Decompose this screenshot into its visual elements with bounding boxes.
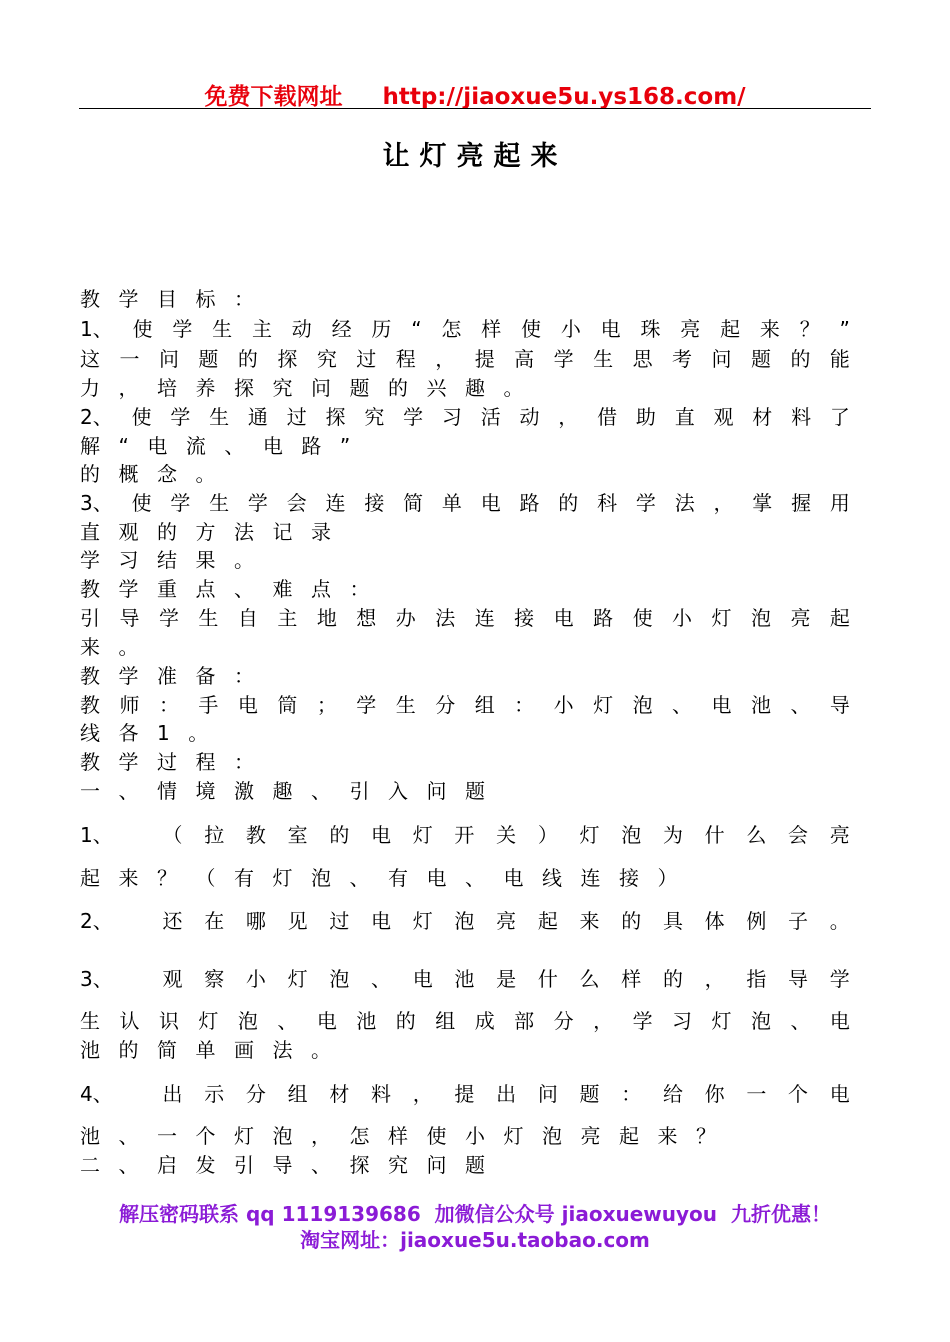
glyph: 4、 xyxy=(80,1082,113,1106)
glyph: 导 xyxy=(788,967,809,991)
glyph: 。 xyxy=(829,909,850,933)
glyph: 一 xyxy=(746,1082,767,1106)
glyph: 泡 xyxy=(621,823,642,847)
glyph: 科 xyxy=(597,491,618,515)
text-line: 教学准备： xyxy=(80,664,273,688)
download-header xyxy=(0,78,950,111)
glyph: （ xyxy=(162,823,183,847)
glyph: 亮 xyxy=(790,606,811,630)
glyph: 出 xyxy=(162,1082,183,1106)
glyph: 的 xyxy=(395,1009,416,1033)
glyph: 的 xyxy=(329,823,350,847)
glyph: 电 xyxy=(371,823,392,847)
glyph: 见 xyxy=(287,909,308,933)
glyph: 办 xyxy=(395,606,416,630)
glyph: 灯 xyxy=(198,1009,219,1033)
glyph: 小 xyxy=(560,317,581,341)
glyph: 小 xyxy=(553,693,574,717)
glyph: 学 xyxy=(632,1009,653,1033)
glyph: 、 xyxy=(790,1009,811,1033)
glyph: 会 xyxy=(286,491,307,515)
glyph: 经 xyxy=(331,317,352,341)
glyph: 法 xyxy=(435,606,456,630)
glyph: 习 xyxy=(672,1009,693,1033)
glyph: 手 xyxy=(198,693,219,717)
header-divider xyxy=(79,108,871,109)
glyph: 过 xyxy=(329,909,350,933)
glyph: 助 xyxy=(635,405,656,429)
glyph: 组 xyxy=(474,693,495,717)
glyph: 探 xyxy=(277,347,298,371)
text-line xyxy=(80,691,850,719)
glyph: 组 xyxy=(435,1009,456,1033)
glyph: 是 xyxy=(496,967,517,991)
glyph: 子 xyxy=(788,909,809,933)
glyph: 导 xyxy=(119,606,140,630)
glyph: 学 xyxy=(172,317,193,341)
glyph: 使 xyxy=(132,317,153,341)
text-line xyxy=(80,821,850,849)
footer-contact: 解压密码联系 qq 1119139686 加微信公众号 jiaoxuewuyou 九折优惠！ xyxy=(119,1202,831,1226)
glyph: 使 xyxy=(521,317,542,341)
glyph: 学 xyxy=(356,693,377,717)
glyph: 考 xyxy=(672,347,693,371)
glyph: 究 xyxy=(316,347,337,371)
glyph: 筒 xyxy=(277,693,298,717)
glyph: 程 xyxy=(395,347,416,371)
glyph: 来 xyxy=(579,909,600,933)
glyph: 握 xyxy=(791,491,812,515)
text-line: 二、启发引导、探究问题 xyxy=(80,1153,504,1177)
glyph: 泡 xyxy=(750,1009,771,1033)
glyph: 借 xyxy=(597,405,618,429)
glyph: ： xyxy=(158,693,179,717)
glyph: 1、 xyxy=(80,317,113,341)
glyph: 通 xyxy=(247,405,268,429)
glyph: 室 xyxy=(287,823,308,847)
glyph: 起 xyxy=(537,909,558,933)
glyph: 活 xyxy=(480,405,501,429)
glyph: 掌 xyxy=(752,491,773,515)
glyph: 题 xyxy=(750,347,771,371)
text-line: 教学重点、难点： xyxy=(80,577,388,601)
glyph: 使 xyxy=(131,491,152,515)
glyph: 电 xyxy=(237,693,258,717)
glyph: 示 xyxy=(204,1082,225,1106)
glyph: 、 xyxy=(790,693,811,717)
glyph: 灯 xyxy=(579,823,600,847)
glyph: 小 xyxy=(245,967,266,991)
glyph: 材 xyxy=(329,1082,350,1106)
glyph: 什 xyxy=(704,823,725,847)
glyph: 题 xyxy=(579,1082,600,1106)
glyph: 、 xyxy=(672,693,693,717)
glyph: 察 xyxy=(204,967,225,991)
glyph: 样 xyxy=(621,967,642,991)
text-line: 起来？（有灯泡、有电、电线连接） xyxy=(80,866,696,890)
glyph: 生 xyxy=(212,317,233,341)
glyph: 生 xyxy=(209,491,230,515)
glyph: 想 xyxy=(356,606,377,630)
text-line: 学习结果。 xyxy=(80,548,273,572)
glyph: 习 xyxy=(441,405,462,429)
glyph: 的 xyxy=(790,347,811,371)
text-line xyxy=(80,345,850,373)
glyph: 起 xyxy=(829,606,850,630)
glyph: 究 xyxy=(364,405,385,429)
glyph: 电 xyxy=(600,317,621,341)
glyph: 师 xyxy=(119,693,140,717)
glyph: 在 xyxy=(204,909,225,933)
glyph: 池 xyxy=(454,967,475,991)
glyph: 地 xyxy=(316,606,337,630)
glyph: 导 xyxy=(829,693,850,717)
glyph: “ xyxy=(411,317,422,341)
glyph: 具 xyxy=(662,909,683,933)
glyph: 生 xyxy=(395,693,416,717)
glyph: ： xyxy=(621,1082,642,1106)
text-line: 教学目标： xyxy=(80,287,273,311)
glyph: 问 xyxy=(711,347,732,371)
glyph: 体 xyxy=(704,909,725,933)
glyph: 亮 xyxy=(496,909,517,933)
glyph: 灯 xyxy=(711,606,732,630)
glyph: 单 xyxy=(441,491,462,515)
glyph: 认 xyxy=(119,1009,140,1033)
glyph: 1、 xyxy=(80,823,113,847)
glyph: 来 xyxy=(759,317,780,341)
glyph: 怎 xyxy=(441,317,462,341)
glyph: 连 xyxy=(474,606,495,630)
glyph: 亮 xyxy=(829,823,850,847)
glyph: 电 xyxy=(553,606,574,630)
glyph: 泡 xyxy=(454,909,475,933)
text-line xyxy=(80,489,850,517)
glyph: 分 xyxy=(435,693,456,717)
glyph: 学 xyxy=(553,347,574,371)
glyph: ？ xyxy=(799,317,820,341)
glyph: 电 xyxy=(316,1009,337,1033)
glyph: 分 xyxy=(245,1082,266,1106)
glyph: 能 xyxy=(829,347,850,371)
glyph: 成 xyxy=(474,1009,495,1033)
text-line xyxy=(80,907,850,935)
text-line: 池的简单画法。 xyxy=(80,1038,350,1062)
text-line: 的概念。 xyxy=(80,462,234,486)
glyph: 教 xyxy=(80,693,100,717)
glyph: 关 xyxy=(496,823,517,847)
text-line: 解“电流、电路” xyxy=(80,434,369,458)
glyph: 2、 xyxy=(80,909,113,933)
glyph: 法 xyxy=(674,491,695,515)
document-title: 让灯亮起来 xyxy=(382,141,568,172)
glyph: 哪 xyxy=(245,909,266,933)
text-line: 池、一个灯泡，怎样使小灯泡亮起来？ xyxy=(80,1124,735,1148)
glyph: 学 xyxy=(635,491,656,515)
glyph xyxy=(134,965,140,993)
glyph: 、 xyxy=(277,1009,298,1033)
glyph: 接 xyxy=(514,606,535,630)
text-line: 线各1。 xyxy=(80,721,227,745)
glyph: 拉 xyxy=(204,823,225,847)
glyph: 引 xyxy=(80,606,100,630)
glyph: 路 xyxy=(593,606,614,630)
glyph: 池 xyxy=(356,1009,377,1033)
glyph: ， xyxy=(435,347,456,371)
glyph: 电 xyxy=(371,909,392,933)
glyph: 学 xyxy=(170,405,191,429)
glyph: 识 xyxy=(158,1009,179,1033)
glyph: 电 xyxy=(412,967,433,991)
glyph: 了 xyxy=(829,405,850,429)
glyph: 使 xyxy=(632,606,653,630)
glyph: 灯 xyxy=(593,693,614,717)
glyph: 指 xyxy=(746,967,767,991)
glyph: 问 xyxy=(158,347,179,371)
glyph: 么 xyxy=(579,967,600,991)
glyph: 连 xyxy=(325,491,346,515)
glyph: 题 xyxy=(198,347,219,371)
glyph: 组 xyxy=(287,1082,308,1106)
text-line: 来。 xyxy=(80,635,157,659)
glyph: ， xyxy=(704,967,725,991)
glyph: ； xyxy=(316,693,337,717)
glyph: 起 xyxy=(720,317,741,341)
glyph: 会 xyxy=(788,823,809,847)
text-line xyxy=(80,403,850,431)
glyph xyxy=(134,1080,140,1108)
glyph: ： xyxy=(514,693,535,717)
glyph: 教 xyxy=(245,823,266,847)
glyph: 灯 xyxy=(711,1009,732,1033)
glyph: 开 xyxy=(454,823,475,847)
glyph: 使 xyxy=(131,405,152,429)
glyph: 生 xyxy=(80,1009,100,1033)
glyph: 料 xyxy=(371,1082,392,1106)
glyph: 珠 xyxy=(640,317,661,341)
glyph: ， xyxy=(412,1082,433,1106)
footer-taobao-link[interactable]: 淘宝网址：jiaoxue5u.taobao.com xyxy=(300,1228,650,1252)
header-url-link[interactable]: http://jiaoxue5u.ys168.com/ xyxy=(382,84,746,110)
glyph: 泡 xyxy=(632,693,653,717)
glyph: 简 xyxy=(403,491,424,515)
glyph: 高 xyxy=(514,347,535,371)
text-line xyxy=(80,965,850,993)
glyph: ， xyxy=(713,491,734,515)
glyph: 个 xyxy=(788,1082,809,1106)
glyph: 生 xyxy=(593,347,614,371)
glyph: 电 xyxy=(711,693,732,717)
glyph: 这 xyxy=(80,347,100,371)
glyph: 分 xyxy=(553,1009,574,1033)
glyph: 部 xyxy=(514,1009,535,1033)
header-label: 免费下载网址 xyxy=(204,84,343,110)
glyph xyxy=(134,821,140,849)
glyph: 观 xyxy=(713,405,734,429)
glyph: ， xyxy=(593,1009,614,1033)
glyph: 材 xyxy=(752,405,773,429)
glyph: 3、 xyxy=(80,967,113,991)
glyph: 的 xyxy=(621,909,642,933)
text-line xyxy=(80,604,850,632)
glyph: 动 xyxy=(291,317,312,341)
text-line xyxy=(80,1007,850,1035)
glyph: ） xyxy=(537,823,558,847)
glyph: 3、 xyxy=(80,491,113,515)
glyph: 学 xyxy=(247,491,268,515)
glyph: 泡 xyxy=(750,606,771,630)
glyph: 什 xyxy=(537,967,558,991)
glyph: ” xyxy=(839,317,850,341)
glyph: 电 xyxy=(829,1009,850,1033)
glyph: 、 xyxy=(371,967,392,991)
glyph: 为 xyxy=(662,823,683,847)
glyph: 你 xyxy=(704,1082,725,1106)
glyph: 学 xyxy=(170,491,191,515)
glyph: 么 xyxy=(746,823,767,847)
glyph: 出 xyxy=(496,1082,517,1106)
glyph: 自 xyxy=(237,606,258,630)
text-line: 直观的方法记录 xyxy=(80,520,350,544)
glyph: 例 xyxy=(746,909,767,933)
glyph: 电 xyxy=(480,491,501,515)
glyph: 泡 xyxy=(237,1009,258,1033)
glyph: 路 xyxy=(519,491,540,515)
text-line: 一、情境激趣、引入问题 xyxy=(80,779,504,803)
glyph: 一 xyxy=(119,347,140,371)
glyph: 的 xyxy=(662,967,683,991)
glyph: 池 xyxy=(750,693,771,717)
glyph: 学 xyxy=(158,606,179,630)
glyph: 泡 xyxy=(329,967,350,991)
text-line: 教学过程： xyxy=(80,750,273,774)
text-line xyxy=(80,1080,850,1108)
glyph: 还 xyxy=(162,909,183,933)
glyph: 2、 xyxy=(80,405,113,429)
glyph: 思 xyxy=(632,347,653,371)
text-line xyxy=(80,315,850,343)
glyph: 观 xyxy=(162,967,183,991)
glyph: 探 xyxy=(325,405,346,429)
glyph: 提 xyxy=(474,347,495,371)
glyph: 亮 xyxy=(680,317,701,341)
glyph: 料 xyxy=(791,405,812,429)
glyph: 的 xyxy=(558,491,579,515)
glyph: 样 xyxy=(481,317,502,341)
glyph: 电 xyxy=(829,1082,850,1106)
glyph: 学 xyxy=(403,405,424,429)
glyph: 接 xyxy=(364,491,385,515)
glyph: 给 xyxy=(662,1082,683,1106)
glyph: 灯 xyxy=(412,823,433,847)
glyph: 小 xyxy=(672,606,693,630)
text-line: 力，培养探究问题的兴趣。 xyxy=(80,376,542,400)
glyph: 问 xyxy=(537,1082,558,1106)
glyph: 主 xyxy=(251,317,272,341)
glyph: 动 xyxy=(519,405,540,429)
glyph: 灯 xyxy=(412,909,433,933)
glyph: 的 xyxy=(237,347,258,371)
glyph: 生 xyxy=(198,606,219,630)
glyph: 过 xyxy=(356,347,377,371)
glyph: ， xyxy=(558,405,579,429)
glyph: 学 xyxy=(829,967,850,991)
glyph: 历 xyxy=(371,317,392,341)
glyph: 提 xyxy=(454,1082,475,1106)
glyph: 过 xyxy=(286,405,307,429)
glyph: 灯 xyxy=(287,967,308,991)
glyph: 用 xyxy=(829,491,850,515)
glyph: 主 xyxy=(277,606,298,630)
glyph: 生 xyxy=(209,405,230,429)
glyph xyxy=(134,907,140,935)
glyph: 直 xyxy=(674,405,695,429)
